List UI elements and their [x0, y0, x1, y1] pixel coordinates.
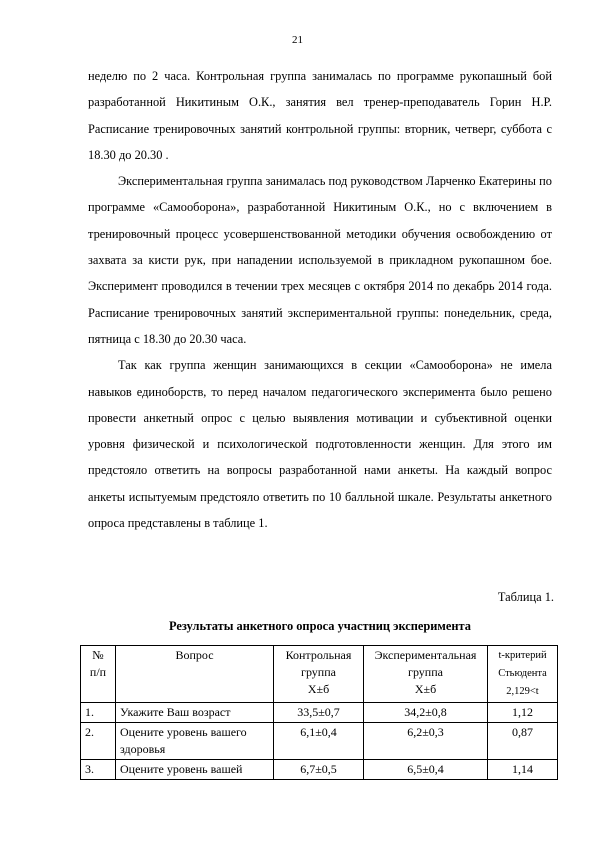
- header-experimental-group: [364, 646, 488, 703]
- header-t-criterion: [488, 646, 558, 703]
- table-row: [81, 723, 558, 760]
- header-exp-line3: X±б: [414, 682, 437, 696]
- row-experimental-value: 6,5±0,4: [364, 760, 488, 780]
- header-control-line1: Контрольная: [285, 648, 352, 662]
- row-control-value: 6,7±0,5: [274, 760, 364, 780]
- header-control-line3: X±б: [307, 682, 330, 696]
- body-text: [88, 63, 552, 536]
- row-question: Укажите Ваш возраст: [116, 703, 274, 723]
- header-exp-line2: группа: [408, 665, 443, 679]
- header-t-line1: t-критерий: [498, 650, 547, 661]
- row-control-value: 33,5±0,7: [274, 703, 364, 723]
- header-number-line1: №: [92, 648, 104, 662]
- row-t-value: 0,87: [488, 723, 558, 760]
- header-t-line2: Стьюдента: [498, 668, 547, 679]
- row-number: 2.: [81, 723, 116, 760]
- row-question: Оцените уровень вашего здоровья: [116, 723, 274, 760]
- row-question: Оцените уровень вашей: [116, 760, 274, 780]
- row-t-value: 1,12: [488, 703, 558, 723]
- paragraph-1: неделю по 2 часа. Контрольная группа занималась по программе рукопашный бой разработанной Никитиным О.К., занятия вел тренер-преподаватель Горин Н.Р. Расписание тренировочных занятий контрольной группы: вторник, четверг, суббота с 18.30 до 20.30 .: [88, 69, 552, 162]
- header-number: [81, 646, 116, 703]
- table-row: [81, 760, 558, 780]
- header-exp-line1: Экспериментальная: [374, 648, 477, 662]
- page-number: 21: [292, 34, 303, 46]
- row-control-value: 6,1±0,4: [274, 723, 364, 760]
- table-title: Результаты анкетного опроса участниц эксперимента: [169, 619, 471, 633]
- header-question: Вопрос: [116, 646, 274, 703]
- results-table: [80, 645, 558, 780]
- paragraph-3: Так как группа женщин занимающихся в секции «Самооборона» не имела навыков единоборств, то перед началом педагогического эксперимента было решено провести анкетный опрос с целью выявления мотивации и субъективной оценки уровня физической и психологической подготовленности женщин. Для этого им предстояло ответить на вопросы разработанной нами анкеты. На каждый вопрос анкеты испытуемым предстояло ответить по 10 балльной шкале. Результаты анкетного опроса представлены в таблице 1.: [88, 358, 552, 531]
- paragraph-2: Экспериментальная группа занималась под руководством Ларченко Екатерины по программе «Самооборона», разработанной Никитиным О.К., но с включением в тренировочный процесс усовершенствованной методики обучения освобождению от захвата за кисти рук, при нападении используемой в прикладном рукопашном бое. Эксперимент проводился в течении трех месяцев с октября 2014 по декабрь 2014 года. Расписание тренировочных занятий экспериментальной группы: понедельник, среда, пятница с 18.30 до 20.30 часа.: [88, 174, 552, 346]
- row-experimental-value: 34,2±0,8: [364, 703, 488, 723]
- header-control-line2: группа: [301, 665, 336, 679]
- row-number: 1.: [81, 703, 116, 723]
- table-header-row: [81, 646, 558, 703]
- table-label: Таблица 1.: [497, 590, 554, 604]
- header-number-line2: п/п: [89, 665, 107, 679]
- row-t-value: 1,14: [488, 760, 558, 780]
- row-experimental-value: 6,2±0,3: [364, 723, 488, 760]
- row-number: 3.: [81, 760, 116, 780]
- header-t-line3: 2,129<t: [506, 686, 539, 697]
- header-control-group: [274, 646, 364, 703]
- table-row: [81, 703, 558, 723]
